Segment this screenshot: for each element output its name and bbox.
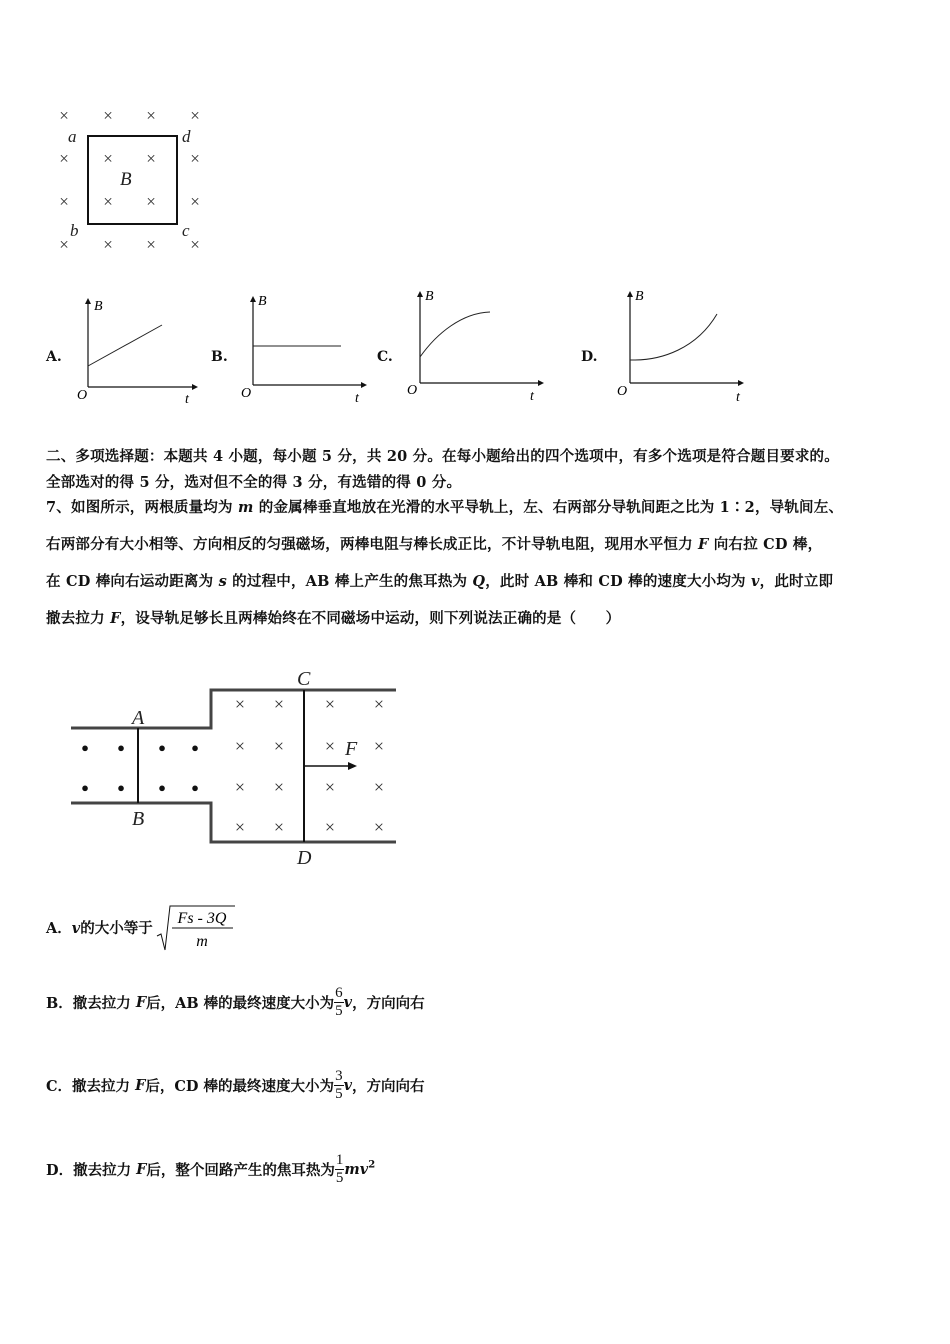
graph-option-label[interactable]: B. [211, 349, 228, 365]
field-cross: × [103, 149, 113, 168]
rail-figure [66, 662, 406, 872]
label-C: C [297, 668, 311, 690]
field-cross: × [273, 736, 285, 756]
field-dot: ● [117, 740, 125, 755]
field-cross: × [324, 777, 336, 797]
field-cross: × [190, 106, 200, 125]
field-dot: ● [158, 780, 166, 795]
graph-curve [88, 325, 162, 366]
graph-C[interactable] [402, 283, 547, 405]
left-top-rail [71, 690, 396, 728]
origin: O [617, 384, 628, 399]
label-B: B [132, 808, 145, 830]
fraction-denominator: 5 [335, 1170, 344, 1186]
corner-b: b [70, 221, 79, 240]
section-scoring: 全部选对的得 5 分，选对但不全的得 3 分，有选错的得 0 分。 [46, 474, 462, 491]
answer-option-A[interactable]: A．v的大小等于 Fs - 3Q m [46, 904, 237, 954]
origin: O [77, 388, 88, 403]
graph-option-label[interactable]: C. [377, 349, 393, 365]
graph-curve [630, 314, 717, 360]
field-cross: × [373, 777, 385, 797]
axis-x: t [736, 390, 740, 405]
field-cross: × [59, 235, 69, 254]
answer-option-C[interactable]: C．撤去拉力 F后，CD 棒的最终速度大小为 $\frac{3}{5}$ v，方向向右 [46, 1068, 425, 1102]
label-D: D [297, 847, 312, 869]
axis-y: B [258, 294, 267, 309]
axis-y: B [94, 299, 103, 314]
answer-option-B[interactable]: B．撤去拉力 F后，AB 棒的最终速度大小为 $\frac{6}{5}$ v，方向向右 [46, 985, 425, 1019]
field-cross: × [190, 235, 200, 254]
fraction-denominator: 5 [335, 1086, 343, 1102]
field-dot: ● [158, 740, 166, 755]
question-7-line-2: 右两部分有大小相等、方向相反的匀强磁场，两棒电阻与棒长成正比，不计导轨电阻，现用水平恒力 F 向右拉 CD 棒， [46, 536, 823, 553]
field-cross: × [234, 817, 246, 837]
field-cross: × [373, 817, 385, 837]
fraction-numerator: 1 [335, 1152, 344, 1168]
label-A: A [132, 707, 145, 729]
left-bottom-rail [71, 803, 396, 842]
field-cross: × [103, 192, 113, 211]
question-7-line-1: 7、如图所示，两根质量均为 m 的金属棒垂直地放在光滑的水平导轨上，左、右两部分导轨间距之比为 1∶2，导轨间左、 [46, 499, 844, 516]
graph-option-label[interactable]: D. [581, 349, 598, 365]
graph-D[interactable] [612, 283, 757, 405]
corner-a: a [68, 127, 77, 146]
field-cross: × [324, 694, 336, 714]
graph-curve [420, 312, 490, 357]
field-label-B: B [120, 169, 132, 190]
question-7-line-3: 在 CD 棒向右运动距离为 s 的过程中，AB 棒上产生的焦耳热为 Q，此时 AB 棒和 CD 棒的速度大小均为 v，此时立即 [46, 573, 834, 590]
axis-x: t [355, 391, 359, 405]
axis-x: t [530, 389, 534, 404]
corner-d: d [182, 127, 191, 146]
section-heading: 二、多项选择题：本题共 4 小题，每小题 5 分，共 20 分。在每小题给出的四个选项中，有多个选项是符合题目要求的。 [46, 448, 839, 465]
field-cross: × [234, 736, 246, 756]
loop-field-figure [50, 100, 220, 260]
fraction-numerator: 6 [335, 985, 343, 1001]
axis-x: t [185, 392, 189, 405]
field-cross: × [146, 149, 156, 168]
field-cross: × [190, 149, 200, 168]
field-cross: × [146, 235, 156, 254]
fraction-denominator: 5 [335, 1003, 343, 1019]
field-dot: ● [81, 740, 89, 755]
origin: O [407, 383, 418, 398]
field-cross: × [273, 777, 285, 797]
corner-c: c [182, 221, 190, 240]
axis-y: B [425, 289, 434, 304]
field-cross: × [373, 694, 385, 714]
field-cross: × [234, 777, 246, 797]
answer-option-D[interactable]: D．撤去拉力 F后，整个回路产生的焦耳热为 $\frac{1}{5}$ $mv^2$ [46, 1152, 376, 1186]
fraction-numerator: 3 [335, 1068, 343, 1084]
field-cross: × [324, 736, 336, 756]
origin: O [241, 386, 252, 401]
field-dot: ● [81, 780, 89, 795]
field-cross: × [273, 817, 285, 837]
field-cross: × [59, 106, 69, 125]
field-cross: × [373, 736, 385, 756]
graph-A[interactable] [70, 290, 200, 405]
field-cross: × [324, 817, 336, 837]
field-cross: × [59, 149, 69, 168]
field-cross: × [190, 192, 200, 211]
field-cross: × [146, 192, 156, 211]
field-dot: ● [117, 780, 125, 795]
graph-B[interactable] [235, 288, 370, 405]
field-cross: × [234, 694, 246, 714]
label-F: F [345, 738, 358, 760]
field-cross: × [103, 235, 113, 254]
field-dot: ● [191, 780, 199, 795]
field-dot: ● [191, 740, 199, 755]
field-cross: × [59, 192, 69, 211]
graph-option-label[interactable]: A. [46, 349, 62, 365]
axis-y: B [635, 289, 644, 304]
field-cross: × [103, 106, 113, 125]
field-cross: × [273, 694, 285, 714]
sqrt-numerator: Fs - 3Q [177, 910, 227, 927]
square-loop [88, 136, 177, 224]
question-7-line-4: 撤去拉力 F，设导轨足够长且两棒始终在不同磁场中运动，则下列说法正确的是（ ） [46, 610, 621, 627]
field-cross: × [146, 106, 156, 125]
sqrt-denominator: m [195, 933, 208, 950]
